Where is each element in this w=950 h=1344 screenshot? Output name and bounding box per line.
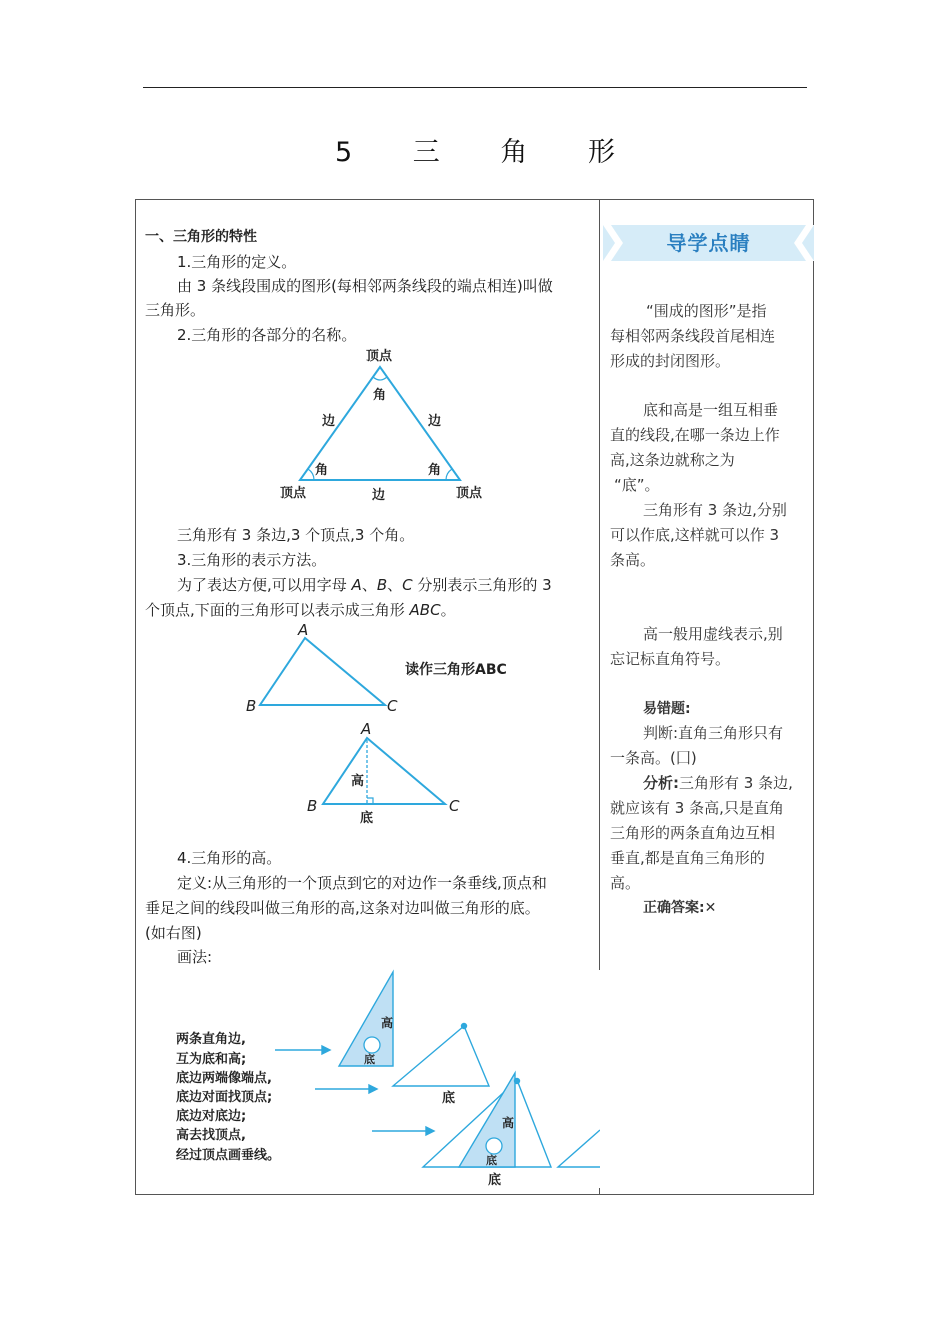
notation-text-a: 为了表达方便,可以用字母 (177, 576, 352, 594)
left-side-label: 边 (322, 414, 336, 429)
height-b-label: B (307, 797, 318, 815)
vertex-c-label: C (387, 697, 398, 715)
triangle-height-shape (323, 738, 445, 804)
analysis-line-4: 垂直,都是直角三角形的 (610, 849, 765, 867)
section-heading: 一、三角形的特性 (145, 229, 257, 245)
note2-line: 高,这条边就称之为 (610, 451, 735, 469)
parts-label: 2.三角形的各部分的名称。 (177, 326, 357, 344)
set-square-hole-1 (364, 1037, 380, 1053)
right-angle-arc (446, 469, 452, 480)
vertex-b-label: B (246, 697, 257, 715)
method-line: 经过顶点画垂线。 (176, 1148, 281, 1163)
answer-label: 正确答案: (643, 900, 705, 916)
answer-box: 囗 (675, 749, 691, 767)
height-def-2: 垂足之间的线段叫做三角形的高,这条对边叫做三角形的底。 (145, 899, 540, 917)
height-label: 4.三角形的高。 (177, 849, 282, 867)
answer-line (643, 896, 716, 921)
method-line: 两条直角边, (176, 1032, 246, 1047)
note3-line: 三角形有 3 条边,分别 (643, 501, 787, 519)
height-text-label: 高 (351, 774, 365, 789)
analysis-line-3: 三角形的两条直角边互相 (610, 824, 776, 842)
bottom-side-label: 边 (372, 488, 386, 503)
read-as-label: 读作三角形ABC (405, 662, 507, 678)
mistake-question-text: 一条高。( (610, 749, 676, 767)
note2-line: 直的线段,在哪一条边上作 (610, 426, 780, 444)
column-divider (599, 199, 600, 970)
note2-line: “底”。 (614, 476, 660, 494)
tri2-base-label: 底 (488, 1173, 502, 1188)
triangle-parts-figure (270, 343, 510, 508)
def-label: 1.三角形的定义。 (177, 253, 297, 271)
triangle-abc-figure (240, 618, 540, 718)
mistake-question-2 (610, 746, 697, 771)
triangle-3-partial (558, 1130, 600, 1167)
vertex-dot-2 (514, 1078, 520, 1084)
method-line: 高去找顶点, (176, 1128, 246, 1143)
note1-line: “围成的图形”是指 (646, 302, 767, 320)
left-angle-arc (308, 469, 314, 480)
letter-c: C (402, 576, 413, 594)
triangle-height-figure (300, 718, 480, 830)
top-angle-arc (373, 377, 387, 380)
method-label: 画法: (177, 948, 213, 966)
note4-line: 高一般用虚线表示,别 (643, 625, 783, 643)
tri1-base-label: 底 (442, 1091, 456, 1106)
sep-2: 、 (387, 576, 403, 594)
note4-line: 忘记标直角符号。 (610, 650, 731, 668)
answer-value: ✕ (704, 900, 717, 916)
right-vertex-label: 顶点 (456, 486, 483, 501)
base-text-label: 底 (360, 811, 374, 826)
height-def-1: 定义:从三角形的一个顶点到它的对边作一条垂线,顶点和 (177, 874, 547, 892)
analysis-line-5: 高。 (610, 874, 641, 892)
notation-text-d: 。 (440, 601, 456, 619)
notation-line-1 (177, 573, 552, 597)
ruler1-base-label: 底 (364, 1053, 375, 1066)
height-c-label: C (449, 797, 460, 815)
arrow-icon (315, 1085, 377, 1093)
note3-line: 条高。 (610, 551, 656, 569)
drawing-method-figure (260, 966, 600, 1194)
method-line: 底边对面找顶点; (176, 1090, 273, 1105)
ruler2-height-label: 高 (502, 1116, 515, 1130)
def-line-1: 由 3 条线段围成的图形(每相邻两条线段的端点相连)叫做 (177, 277, 553, 295)
notation-label: 3.三角形的表示方法。 (177, 551, 327, 569)
mistake-question-end: ) (690, 749, 697, 767)
notation-text-c: 个顶点,下面的三角形可以表示成三角形 (145, 601, 410, 619)
notation-text-b: 分别表示三角形的 3 (412, 576, 552, 594)
ruler1-height-label: 高 (381, 1016, 394, 1030)
page-title: 5 三 角 形 (335, 137, 641, 168)
vertex-a-label: A (298, 621, 309, 639)
height-a-label: A (361, 720, 372, 738)
def-line-2: 三角形。 (145, 301, 206, 319)
analysis-label: 分析: (643, 774, 679, 792)
note1-line: 形成的封闭图形。 (610, 352, 731, 370)
method-line: 底边对底边; (176, 1109, 247, 1124)
parts-summary: 三角形有 3 条边,3 个顶点,3 个角。 (177, 526, 415, 544)
top-rule (143, 87, 807, 88)
ruler2-base-label: 底 (486, 1154, 497, 1167)
mistake-label: 易错题: (643, 701, 691, 717)
left-vertex-label: 顶点 (280, 486, 307, 501)
sep-1: 、 (361, 576, 377, 594)
top-angle-label: 角 (373, 388, 387, 403)
method-line: 底边两端像端点, (176, 1071, 272, 1086)
banner-title: 导学点睛 (666, 231, 751, 255)
note2-line: 底和高是一组互相垂 (643, 401, 779, 419)
left-angle-label: 角 (315, 463, 329, 478)
triangle-abc-shape (260, 638, 385, 705)
arrow-icon (372, 1127, 434, 1135)
vertex-dot-1 (461, 1023, 467, 1029)
top-vertex-label: 顶点 (366, 349, 393, 364)
method-line: 互为底和高; (176, 1052, 247, 1067)
right-side-label: 边 (428, 414, 442, 429)
right-angle-label: 角 (428, 463, 442, 478)
letters-abc: ABC (409, 601, 441, 619)
height-def-3: (如右图) (145, 924, 202, 942)
note3-line: 可以作底,这样就可以作 3 (610, 526, 780, 544)
analysis-line-1 (643, 771, 793, 796)
mistake-question-1: 判断:直角三角形只有 (643, 724, 784, 742)
triangle-1-shape (393, 1026, 489, 1086)
letter-a: A (351, 576, 362, 594)
note1-line: 每相邻两条线段首尾相连 (610, 327, 776, 345)
analysis-text: 三角形有 3 条边, (679, 774, 793, 792)
analysis-line-2: 就应该有 3 条高,只是直角 (610, 799, 784, 817)
set-square-hole-2 (486, 1138, 502, 1154)
letter-b: B (376, 576, 388, 594)
arrow-icon (275, 1046, 330, 1054)
